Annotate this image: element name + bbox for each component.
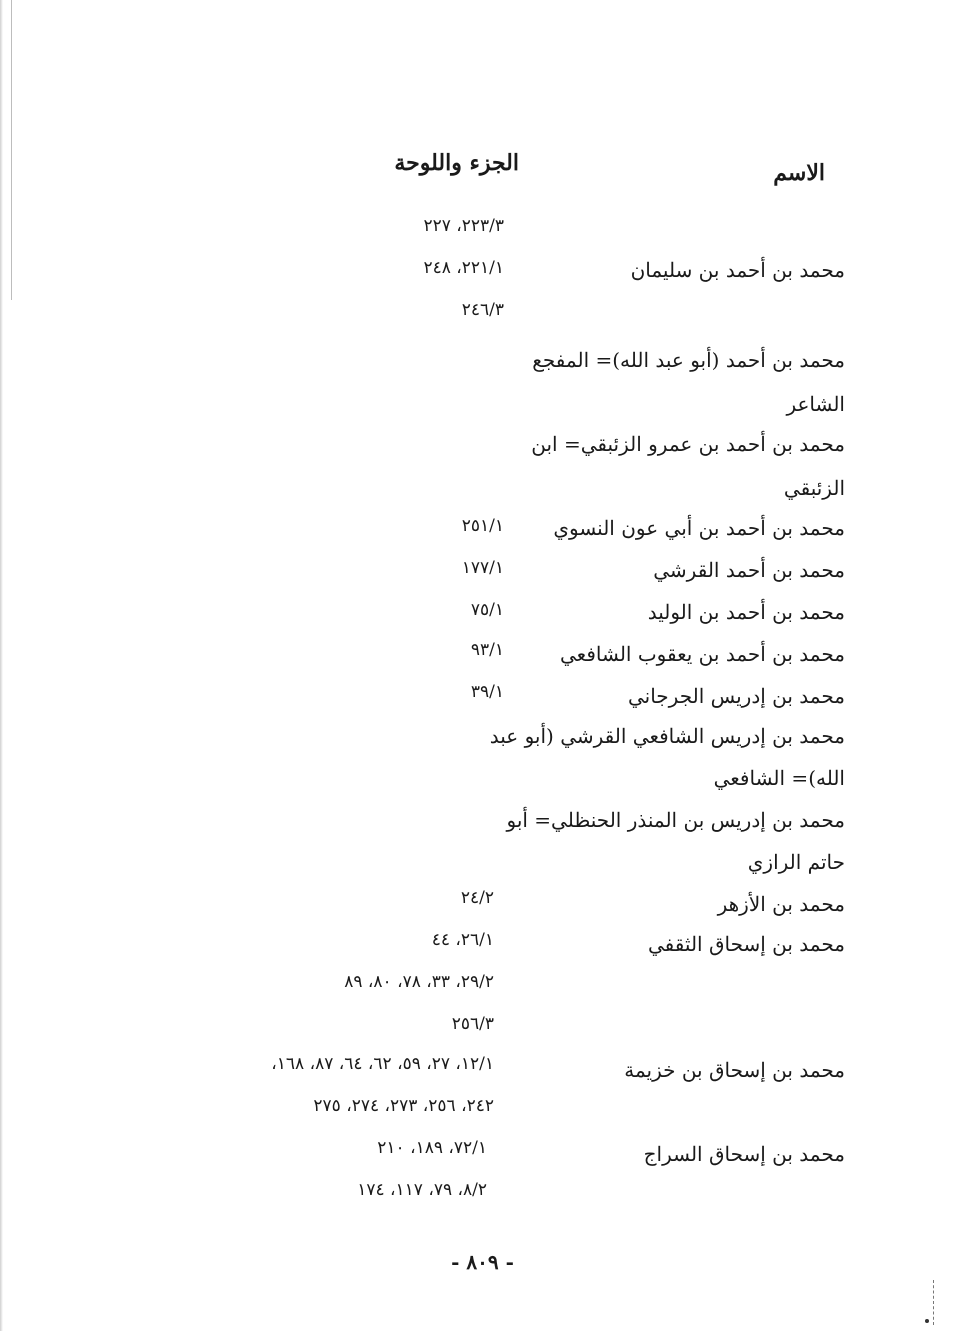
scan-line	[11, 0, 12, 300]
entry-reference: ٩٣/١	[470, 640, 504, 660]
entry-reference: ٢٩/٢، ٣٣، ٧٨، ٨٠، ٨٩	[344, 972, 494, 992]
entry-name: محمد بن أحمد بن أبي عون النسوي	[553, 516, 845, 540]
entry-name: الشاعر	[786, 392, 845, 416]
page-number: - ٨٠٩ -	[451, 1250, 514, 1274]
entry-reference: ٢٦/١، ٤٤	[431, 930, 494, 950]
entry-name: محمد بن إسحاق بن خزيمة	[624, 1058, 845, 1082]
entry-reference: ٨/٢، ٧٩، ١١٧، ١٧٤	[357, 1180, 487, 1200]
entry-name: الله)= الشافعي	[713, 766, 845, 790]
entry-name: محمد بن أحمد بن سليمان	[630, 258, 845, 282]
entry-name: محمد بن الأزهر	[717, 892, 845, 916]
entry-name: الزئبقي	[783, 476, 845, 500]
entry-name: محمد بن أحمد بن الوليد	[647, 600, 845, 624]
page-edge	[0, 0, 3, 1331]
entry-name: حاتم الرازي	[747, 850, 845, 874]
entry-reference: ٢٤/٢	[460, 888, 494, 908]
entry-reference: ٢٤٢، ٢٥٦، ٢٧٣، ٢٧٤، ٢٧٥	[313, 1096, 494, 1116]
entry-name: محمد بن أحمد القرشي	[653, 558, 845, 582]
entry-reference: ٧٢/١، ١٨٩، ٢١٠	[377, 1138, 487, 1158]
entry-reference: ٣٩/١	[470, 682, 504, 702]
entry-reference: ٢٢١/١، ٢٤٨	[423, 258, 504, 278]
entry-name: محمد بن إدريس الجرجاني	[627, 684, 845, 708]
entry-name: محمد بن إسحاق السراج	[643, 1142, 845, 1166]
entry-name: محمد بن أحمد (أبو عبد الله)= المفجع	[532, 348, 845, 372]
entry-name: محمد بن أحمد بن يعقوب الشافعي	[560, 642, 845, 666]
corner-dot	[925, 1319, 929, 1323]
ref-column-header: الجزء واللوحة	[394, 150, 519, 176]
entry-reference: ٢٥١/١	[461, 516, 504, 536]
entry-reference: ٧٥/١	[470, 600, 504, 620]
corner-mark	[933, 1280, 935, 1325]
entry-reference: ٢٢٣/٣، ٢٢٧	[423, 216, 504, 236]
entry-name: محمد بن إدريس الشافعي القرشي (أبو عبد	[489, 724, 845, 748]
entry-reference: ١٧٧/١	[461, 558, 504, 578]
entry-name: محمد بن إدريس بن المنذر الحنظلي= أبو	[506, 808, 845, 832]
entry-reference: ١٢/١، ٢٧، ٥٩، ٦٢، ٦٤، ٨٧، ١٦٨،	[271, 1054, 494, 1074]
entry-name: محمد بن إسحاق الثقفي	[648, 932, 845, 956]
entry-reference: ٢٤٦/٣	[461, 300, 504, 320]
name-column-header: الاسم	[773, 160, 825, 186]
entry-reference: ٢٥٦/٣	[451, 1014, 494, 1034]
entry-name: محمد بن أحمد بن عمرو الزئبقي= ابن	[531, 432, 845, 456]
